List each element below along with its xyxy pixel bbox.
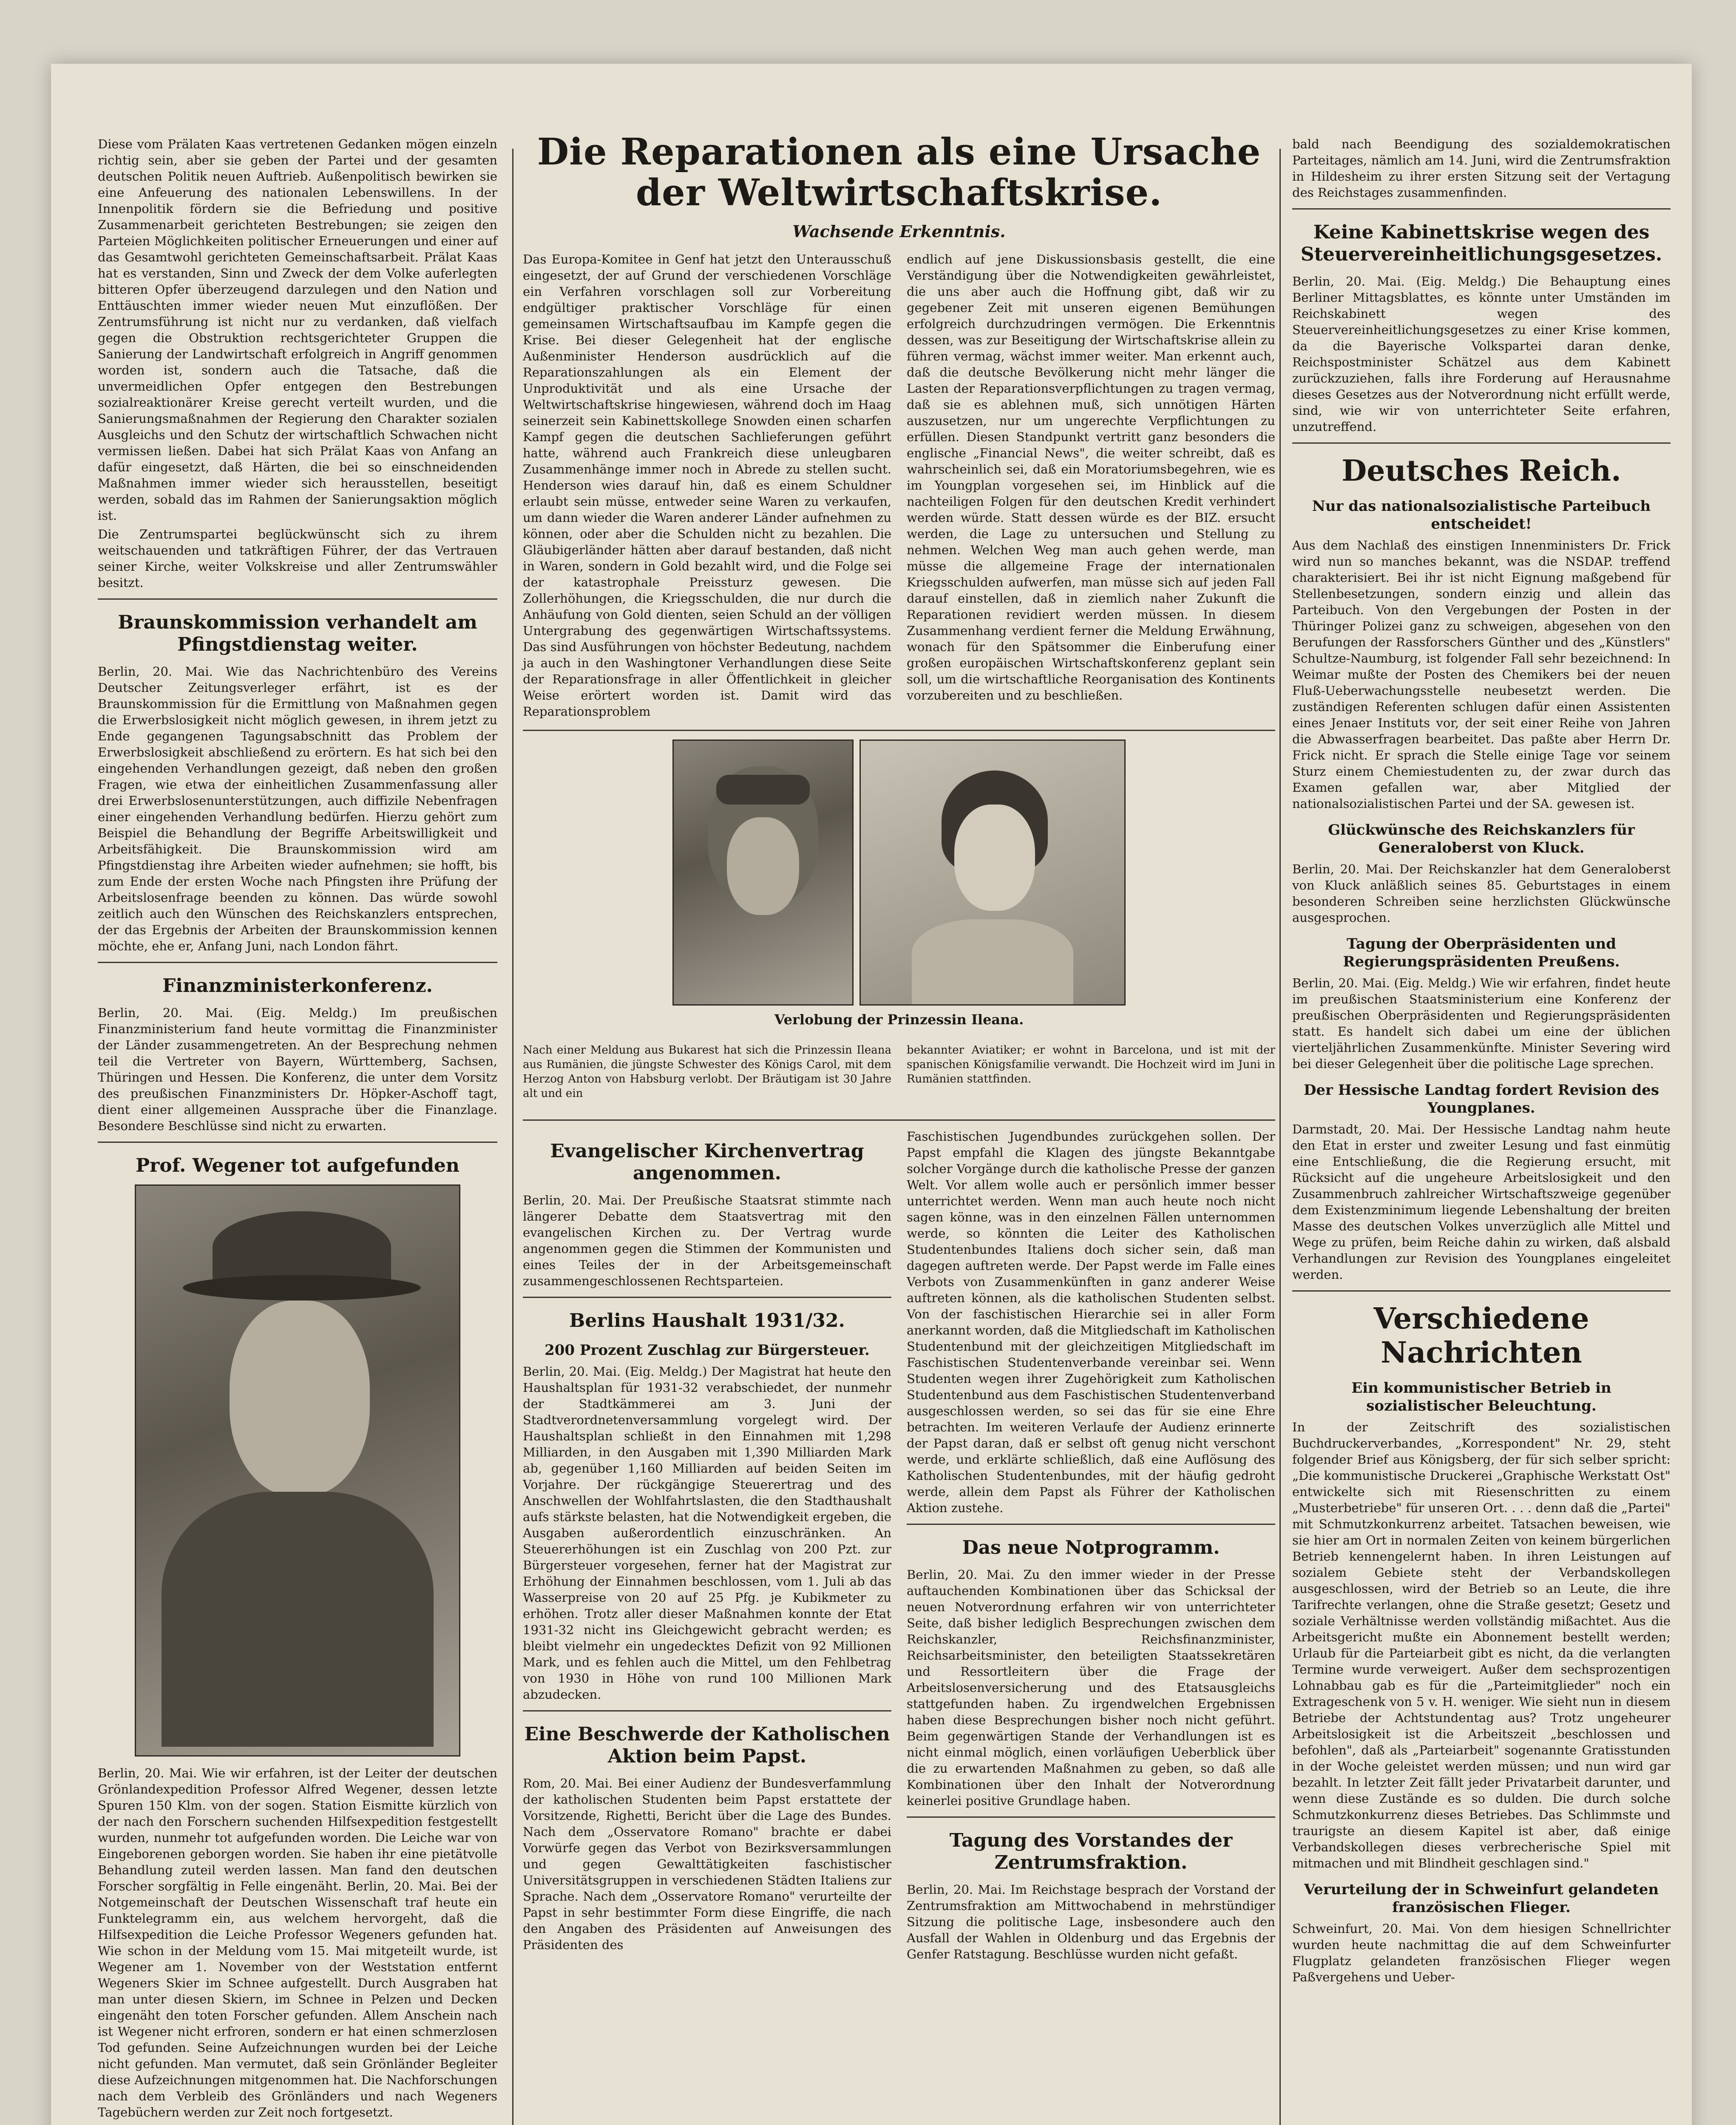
divider: [98, 962, 497, 963]
article-text: Berlin, 20. Mai. Im Reichstage besprach der Vorstand der Zentrumsfraktion am Mittwochabend in mehrstündiger Sitzung die politische Lage, insbesondere auch den Ausfall der Wahlen in Oldenburg und das Ergebnis der Genfer Ratstagung. Beschlüsse wurden nicht gefaßt.: [907, 1882, 1275, 1961]
face-shape: [954, 805, 1035, 911]
divider: [907, 1524, 1275, 1525]
subheadline: Wachsende Erkenntnis.: [792, 222, 1006, 241]
headline: Evangelischer Kirchenvertrag angenommen.: [550, 1140, 864, 1184]
article-text: Berlin, 20. Mai. Wie wir erfahren, ist der Leiter der deutschen Grönlandexpedition Professor Alfred Wegener, dessen letzte Spuren 150 Klm. von der sogen. Station Eismitte kürzlich von der nach den Forschern suchenden Hilfsexpedition festgestellt wurden, nunmehr tot aufgefunden worden. Die Leiche war von Eingeborenen geborgen worden. Sie haben ihr eine pietätvolle Behandlung zuteil werden lassen. Man fand den deutschen Forscher sorgfältig in Felle eingenäht. Berlin, 20. Mai. Bei der Notgemeinschaft der Deutschen Wissenschaft traf heute ein Funktelegramm ein, aus welchem hervorgeht, daß die Hilfsexpedition die Leiche Professor Wegeners gefunden hat. Wie schon in der Meldung vom 15. Mai mitgeteilt wurde, ist Wegener am 1. November von der Weststation entfernt Wegeners Skier im Schnee aufgestellt. Durch Ausgraben hat man unter diesen Skiern, im Schnee in Pelzen und Decken eingenäht den toten Forscher gefunden. Allem Anschein nach ist Wegener nicht erfroren, sondern er hat einen schmerzlosen Tod gefunden. Seine Aufzeichnungen wurden bei der Leiche nicht gefunden. Man vermutet, daß sein Grönländer Begleiter diese Aufzeichnungen mitgenommen hat. Die Nachforschungen nach dem Verbleib des Grönländers und nach Wegeners Tagebüchern werden zur Zeit noch fortgesetzt.: [98, 1766, 497, 2119]
headline: Der Hessische Landtag fordert Revision des Youngplanes.: [1303, 1082, 1659, 1116]
article-text: Das Europa-Komitee in Genf hat jetzt den Unterausschuß eingesetzt, der auf Grund der verschiedenen Vorschläge ein Verfahren vorschlagen soll zur Vorbereitung endgültiger praktischer Vorschläge für einen gemeinsamen Wirtschaftsaufbau im Kampfe gegen die Krise. Bei dieser Gelegenheit hat der englische Außenminister Henderson ausdrücklich auf die Reparationszahlungen als ein Element der Unproduktivität und als eine Ursache der Weltwirtschaftskrise hingewiesen, während doch im Haag seinerzeit sein Kabinettskollege Snowden einen scharfen Kampf gegen die deutschen Sachlieferungen geführt hatte, während auch Frankreich diese unleugbaren Zusammenhänge immer noch in Abrede zu stellen sucht. Henderson wies darauf hin, daß es einem Schuldner erlaubt sein müsse, entweder seine Waren zu verkaufen, um dann wieder die Waren anderer Länder aufnehmen zu können, oder aber die Schulden nicht zu bezahlen. Die Gläubigerländer hätten aber darauf bestanden, daß nicht in Waren, sondern in Gold bezahlt wird, und die Folge sei der katastrophale Preissturz gewesen. Die Zollerhöhungen, die Kriegsschulden, die nur durch die Anhäufung von Gold dienten, seien Schuld an der völligen Untergrabung des gegenwärtigen Wirtschaftssystems. Das sind Ausführungen von höchster Bedeutung, nachdem ja auch in den Washingtoner Verhandlungen diese Seite der Reparationsfrage in aller Öffentlichkeit in gleicher Weise erörtert worden ist. Damit wird das Reparationsproblem: [523, 252, 891, 719]
subheadline: 200 Prozent Zuschlag zur Bürgersteuer.: [545, 1342, 870, 1359]
caption-text: Nach einer Meldung aus Bukarest hat sich die Prinzessin Ileana aus Rumänien, die jüngste Schwester des Königs Carol, mit dem Herzog Anton von Habsburg verlobt. Der Bräutigam ist 30 Jahre alt und ein: [523, 1044, 891, 1100]
face-shape: [727, 817, 799, 915]
column-rule: [1279, 149, 1281, 2125]
article-text: Aus dem Nachlaß des einstigen Innenministers Dr. Frick wird nun so manches bekannt, was die NSDAP. treffend charakterisiert. Bei ihr ist nicht Eignung maßgebend für Stellenbesetzungen, sondern einzig und allein das Parteibuch. Von den Vergebungen der Posten in der Thüringer Polizei ganz zu schweigen, abgesehen von den Berufungen der Rassforschers Günther und des „Künstlers" Schultze-Naumburg, ist folgender Fall sehr bezeichnend: In Weimar mußte der Posten des Chemikers bei der neuen Fluß-Ueberwachungsstelle neubesetzt werden. Die zuständigen Referenten schlugen dafür einen Assistenten eines Jenaer Instituts vor, der seit einer Reihe von Jahren die Abwasserfragen bearbeitet. Das paßte aber Herrn Dr. Frick nicht. Er sprach die Stelle einige Tage vor seinem Sturz einem Chemiestudenten zu, der zwar durch das Examen gefallen war, aber Mitglied der nationalsozialistischen Partei und der SA. gewesen ist.: [1292, 538, 1671, 811]
article-text: Diese vom Prälaten Kaas vertretenen Gedanken mögen einzeln richtig sein, aber sie geben der Partei und der gesamten deutschen Politik neuen Auftrieb. Außenpolitisch bewirken sie eine Anfeuerung des nationalen Lebenswillens. In der Innenpolitik fördern sie die Befriedung und positive Zusammenarbeit gerichteten Bestrebungen; sie zeigen den Parteien Möglichkeiten politischer Erneuerungen und einer auf das Gesamtwohl gerichteten Gemeinschaftsarbeit. Prälat Kaas hat es verstanden, Sinn und Zweck der dem Volke auferlegten bitteren Opfer überzeugend darzulegen und den Nation und Enttäuschten immer wieder neuen Mut einzuflößen. Der Zentrumsführung ist nicht nur zu verdanken, daß vielfach gegen die Obstruktion rechtsgerichteter Gruppen die Sanierung der Landwirtschaft erfolgreich in Angriff genommen worden ist, sondern auch die Tatsache, daß die unvermeidlichen Opfer entgegen den Bestrebungen sozialreaktionärer Kreise gerecht verteilt wurden, und die Sanierungsmaßnahmen der Regierung den Charakter sozialen Ausgleichs und den Schutz der wirtschaftlich Schwachen nicht vermissen ließen. Dabei hat sich Prälat Kaas von Anfang an dafür eingesetzt, daß Härten, die bei so einschneidenden Maßnahmen immer wieder sich herausstellen, beseitigt werden, sobald das im Rahmen der Sanierungsaktion möglich ist.: [98, 137, 497, 523]
hat-brim-shape: [183, 1275, 421, 1300]
article-text: Berlin, 20. Mai. Wie das Nachrichtenbüro des Vereins Deutscher Zeitungsverleger erfährt, ist es der Braunskommission für die Ermittlung von Maßnahmen gegen die Erwerbslosigkeit nicht möglich gewesen, in ihrem jetzt zu Ende gegangenen Tagungsabschnitt das Problem der Erwerbslosigkeit abschließend zu erörtern. Es hat sich bei den eingehenden Verhandlungen gezeigt, daß neben den großen Fragen, wie etwa der einheitlichen Zusammenfassung aller drei Erwerbslosenunterstützungen, auch diffizile Nebenfragen einer eingehenden Verhandlung bedürfen. Hierzu gehört zum Beispiel die Behandlung der Begriffe Arbeitswilligkeit und Arbeitsfähigkeit. Die Braunskommission wird am Pfingstdienstag ihre Arbeiten wieder aufnehmen; sie hofft, bis zum Ende der ersten Woche nach Pfingsten ihre Prüfung der Arbeitslosenfrage beenden zu können. Das würde sowohl zeitlich auch den Wünschen des Reichskanzlers entsprechen, der das Ergebnis der Arbeiten der Braunskommission kennen möchte, ehe er, Anfang Juni, nach London fährt.: [98, 664, 497, 953]
section-heading: Verschiedene Nachrichten: [1373, 1302, 1589, 1370]
article-text: endlich auf jene Diskussionsbasis gestellt, die eine Verständigung über die Notwendigkeiten gewährleistet, die uns aber auch die Hoffnung gibt, daß wir zu gegebener Zeit mit unseren eigenen Bemühungen erfolgreich durchzudringen vermögen. Die Erkenntnis dessen, was zur Beseitigung der Wirtschaftskrise allein zu führen vermag, wächst immer weiter. Man erkennt auch, daß die deutsche Bevölkerung nicht mehr länger die Lasten der Reparationsverpflichtungen zu tragen vermag, daß sie es ablehnen muß, sich unnötigen Härten auszusetzen, nur um ungerechte Verpflichtungen zu erfüllen. Diesen Standpunkt vertritt ganz besonders die englische „Financial News", die weiter schreibt, daß es wahrscheinlich sei, daß ein Moratoriumsbegehren, wie es im Youngplan vorgesehen sei, im Hinblick auf die nachteiligen Folgen für den deutschen Kredit verhindert werden würde. Statt dessen würde es der BIZ. ersucht werden, die Lage zu untersuchen und Stellung zu nehmen. Welchen Weg man auch gehen werde, man müsse die allgemeine Frage der internationalen Kriegsschulden aufwerfen, man müsse sich auf jeden Fall darauf einstellen, daß in ziemlich naher Zukunft die Reparationen revidiert werden müssen. In diesem Zusammenhang verdient ferner die Meldung Erwähnung, wonach für den Spätsommer die Einberufung einer großen europäischen Wirtschaftskonferenz geplant sein soll, um die wirtschaftliche Reorganisation des Kontinents vorzubereiten und zu beschließen.: [907, 252, 1275, 703]
headline: Glückwünsche des Reichskanzlers für Generaloberst von Kluck.: [1328, 822, 1635, 856]
divider: [1292, 1290, 1671, 1292]
photo-pair: [523, 740, 1275, 1006]
headline: Prof. Wegener tot aufgefunden: [136, 1155, 460, 1176]
shoulders-shape: [912, 919, 1073, 1004]
column-right: [1292, 136, 1671, 1988]
divider: [523, 1710, 891, 1711]
newspaper-page: [51, 64, 1692, 2125]
article-text: Berlin, 20. Mai. Zu den immer wieder in der Presse auftauchenden Kombinationen über das Schicksal der neuen Notverordnung erfahren wir von unterrichteter Seite, daß bisher lediglich Besprechungen zwischen dem Reichskanzler, Reichsfinanzminister, Reichsarbeitsminister, den beteiligten Staatssekretären und Ressortleitern über die Frage der Arbeitslosenversicherung und des Etatsausgleichs stattgefunden haben. Zu irgendwelchen Ergebnissen haben diese Besprechungen bisher noch nicht geführt. Beim gegenwärtigen Stande der Verhandlungen ist es nicht einmal möglich, einen vorläufigen Ueberblick über die zu erwartenden Maßnahmen zu geben, so daß alle Kombinationen über den Inhalt der Notverordnung keinerlei positive Grundlage haben.: [907, 1567, 1275, 1808]
divider: [523, 1119, 1275, 1121]
coat-shape: [162, 1492, 434, 1747]
article-text: Berlin, 20. Mai. Der Reichskanzler hat dem Generaloberst von Kluck anläßlich seines 85. Geburtstages in einem besonderen Schreiben seine herzlichsten Glückwünsche ausgesprochen.: [1292, 862, 1671, 925]
article-text: Berlin, 20. Mai. (Eig. Meldg.) Wie wir erfahren, findet heute im preußischen Staatsministerium eine Konferenz der preußischen Oberpräsidenten und Regierungspräsidenten statt. Es handelt sich dabei um eine der üblichen vierteljährlichen Zusammenkünfte. Minister Severing wird bei dieser Gelegenheit über die politische Lage sprechen.: [1292, 976, 1671, 1071]
headline: Eine Beschwerde der Katholischen Aktion beim Papst.: [524, 1723, 890, 1767]
article-text: Berlin, 20. Mai. (Eig. Meldg.) Die Behauptung eines Berliner Mittagsblattes, es könnte unter Umständen im Reichskabinett wegen des Steuervereinheitlichungsgesetzes zu einer Krise kommen, da die Bayerische Volkspartei daran denke, Reichspostminister Schätzel aus dem Kabinett zurückzuziehen, falls ihre Forderung auf Herausnahme dieses Gesetzes aus der Notverordnung nicht erfüllt werde, sind, wie wir von unterrichteter Seite erfahren, unzutreffend.: [1292, 274, 1671, 434]
headline: Nur das nationalsozialistische Parteibuch entscheidet!: [1312, 498, 1651, 533]
photo-princess: [859, 740, 1126, 1006]
divider: [98, 598, 497, 600]
article-text: Darmstadt, 20. Mai. Der Hessische Landtag nahm heute den Etat in erster und zweiter Lesung und fast einmütig eine Entschließung, die die Regierung ersucht, mit Rücksicht auf die ungeheure Arbeitslosigkeit und den Zusammenbruch zahlreicher Wirtschaftszweige gegenüber dem Existenzminimum liegende Lebenshaltung der breiten Masse des deutschen Volkes unverzüglich alle Mittel und Wege zu prüfen, beim Reiche dahin zu wirken, daß alsbald Verhandlungen zur Revision des Youngplanes eingeleitet werden.: [1292, 1122, 1671, 1282]
headline: Finanzministerkonferenz.: [162, 975, 433, 997]
column-middle: [523, 132, 1275, 1965]
caption-text: bekannter Aviatiker; er wohnt in Barcelona, und ist mit der spanischen Königsfamilie verwandt. Die Hochzeit wird im Juni in Rumänien stattfinden.: [907, 1044, 1275, 1085]
headline: Keine Kabinettskrise wegen des Steuervereinheitlichungsgesetzes.: [1300, 221, 1662, 265]
column-rule: [512, 149, 513, 2125]
article-text: bald nach Beendigung des sozialdemokratischen Parteitages, nämlich am 14. Juni, wird die Zentrumsfraktion in Hildesheim zu ihrer ersten Sitzung seit der Vertagung des Reichstages zusammenfinden.: [1292, 137, 1671, 200]
headline: Tagung der Oberpräsidenten und Regierungspräsidenten Preußens.: [1343, 935, 1620, 970]
article-text: Faschistischen Jugendbundes zurückgehen sollen. Der Papst empfahl die Klagen des jüngste Bekanntgabe solcher Vorgänge durch die katholische Presse der ganzen Welt. Vor allem wolle auch er persönlich immer besser unterrichtet werden. Wenn man auch heute noch nicht sagen könne, was in den einzelnen Fällen unternommen werde, so könnten die Leiter des Katholischen Studentenbundes Italiens doch sicher sein, daß man dagegen auftreten werde. Der Papst werde im Falle eines Verbots von Zusammenkünften in ganz anderer Weise auftreten können, als die katholischen Studenten selbst. Von der faschistischen Hierarchie sei in aller Form anerkannt worden, daß die Mitgliedschaft im Katholischen Studentenbund mit der gleichzeitigen Mitgliedschaft im Faschistischen Studentenverbande vereinbar sei. Wenn Studenten wegen ihrer Zugehörigkeit zum Katholischen Studentenbund aus dem Faschistischen Studentenverband ausgeschlossen werden, so sei das für sie eine Ehre betrachten. Im weiteren Verlaufe der Audienz erinnerte der Papst daran, daß er selbst oft genug nicht verschont werde, und erklärte schließlich, daß eine Auflösung des Katholischen Studentenbundes, mit der häufig gedroht werde, allein dem Papst als Führer der Katholischen Aktion zustehe.: [907, 1129, 1275, 1515]
goggles-shape: [716, 775, 810, 805]
portrait-photo-wegener: [135, 1184, 460, 1757]
divider: [98, 1142, 497, 1143]
article-text: Berlin, 20. Mai. (Eig. Meldg.) Der Magistrat hat heute den Haushaltsplan für 1931-32 verabschiedet, der nunmehr der Stadtkämmerei am 3. Juni der Stadtverordnetenversammlung vorgelegt wird. Der Haushaltsplan schließt in den Einnahmen mit 1,298 Milliarden, in den Ausgaben mit 1,390 Milliarden Mark ab, gegenüber 1,160 Milliarden auf beiden Seiten im Vorjahre. Der rückgängige Steuerertrag und des Anschwellen der Wohlfahrtslasten, die den Stadthaushalt aufs stärkste belasten, hat die Notwendigkeit ergeben, die Ausgaben außerordentlich einzuschränken. An Steuererhöhungen ist ein Zuschlag von 200 Pzt. zur Bürgersteuer vorgesehen, ferner hat der Magistrat zur Erhöhung der Einnahmen beschlossen, vom 1. Juli ab das Wasserpreise von 20 auf 25 Pfg. je Kubikmeter zu erhöhen. Trotz aller dieser Maßnahmen konnte der Etat 1931-32 nicht ins Gleichgewicht gebracht werden; es bleibt vielmehr ein ungedecktes Defizit von 92 Millionen Mark, und es fehlen auch die Mittel, um den Fehlbetrag von 1930 in Höhe von rund 100 Millionen Mark abzudecken.: [523, 1364, 891, 1702]
headline: Verurteilung der in Schweinfurt gelandeten französischen Flieger.: [1304, 1881, 1659, 1916]
headline: Berlins Haushalt 1931/32.: [569, 1310, 845, 1332]
article-text: Rom, 20. Mai. Bei einer Audienz der Bundesverfammlung der katholischen Studenten beim Papst erstattete der Vorsitzende, Righetti, Bericht über die Lage des Bundes. Nach dem „Osservatore Romano" brachte er dabei Vorwürfe gegen das Verbot von Bezirksversammlungen und gegen Gewalttätigkeiten faschistischer Universitätsgruppen in verschiedenen Städten Italiens zur Sprache. Nach dem „Osservatore Romano" verurteilte der Papst in sehr bestimmter Form diese Eingriffe, die nach den Angaben des Präsidenten auf Anweisungen des Präsidenten des: [523, 1776, 891, 1952]
divider: [1292, 208, 1671, 210]
caption-columns: [523, 1032, 1275, 1112]
article-text: Schweinfurt, 20. Mai. Von dem hiesigen Schnellrichter wurden heute nachmittag die auf dem Schweinfurter Flugplatz gelandeten französischen Flieger wegen Paßvergehens und Ueber-: [1292, 1921, 1671, 1984]
divider: [523, 730, 1275, 731]
divider: [523, 1297, 891, 1298]
article-text: Berlin, 20. Mai. (Eig. Meldg.) Im preußischen Finanzministerium fand heute vormittag die Finanzminister der Länder zusammengetreten. An der Besprechung nehmen teil die Vertreter von Bayern, Württemberg, Sachsen, Thüringen und Hessen. Die Konferenz, die unter dem Vorsitz des preußischen Finanzministers Dr. Höpker-Aschoff tagt, dient einer allgemeinen Aussprache über die Finanzlage. Besondere Beschlüsse sind nicht zu erwarten.: [98, 1006, 497, 1133]
page-headline: Die Reparationen als eine Ursache der Weltwirtschaftskrise.: [537, 130, 1261, 214]
divider: [907, 1816, 1275, 1818]
article-text: Berlin, 20. Mai. Der Preußische Staatsrat stimmte nach längerer Debatte dem Staatsvertrag mit den evangelischen Kirchen zu. Der Vertrag wurde angenommen gegen die Stimmen der Kommunisten und eines Teiles der in der Arbeitsgemeinschaft zusammengeschlossenen Rechtsparteien.: [523, 1193, 891, 1288]
headline: Ein kommunistischer Betrieb in sozialistischer Beleuchtung.: [1351, 1380, 1611, 1414]
article-text: In der Zeitschrift des sozialistischen Buchdruckerverbandes, „Korrespondent" Nr. 29, steht folgender Brief aus Königsberg, der für sich selber spricht: „Die kommunistische Druckerei „Graphische Werkstatt Ost" entwickelte sich mit Riesenschritten zu einem „Musterbetriebe" für unseren Ort. . . . denn daß die „Partei" mit Schmutzkonkurrenz arbeitet. Tatsachen beweisen, wie sie hier am Ort in normalen Zeiten von keinem bürgerlichen Betrieb kennengelernt haben. In ihren Leistungen auf sozialem Gebiete steht der Verbandskollegen ausgeschlossen, wird der Betrieb so an Leute, die ihre Tarifrechte verlangen, ohne die Straße gesetzt; Gesetz und soziale Verhältnisse werden vollständig mißachtet. Aus die Arbeitsgericht mußte ein Abonnement bestellt werden; Urlaub für die Parteiarbeit gibt es nicht, da die verlangten Termine wurde verweigert. Außer dem sechsprozentigen Lohnabbau gab es für die „Parteimitglieder" noch ein Extrageschenk von 5 v. H. weniger. Wie sieht nun in diesem Betriebe der Achtstundentag aus? Trotz ungeheurer Arbeitslosigkeit ist die Arbeitszeit „beschlossen und befohlen", daß als „Parteiarbeit" sogenannte Gratisstunden in der Woche geleistet werden müssen; und nun wird gar bezahlt. In letzter Zeit fällt jeder Privatarbeit darunter, und wenn diese Zustände es so dulden. Die durch solche Schmutzkonkurrenz dieses Betriebes. Das Schlimmste und traurigste an diesem Kapitel ist aber, daß einige Verbandskollegen dieses verbrecherische Spiel mit mitmachen und mit Blindheit geschlagen sind.": [1292, 1420, 1671, 1870]
lower-columns: [523, 1128, 1275, 1965]
hat-shape: [213, 1211, 391, 1284]
headline: Das neue Notprogramm.: [962, 1537, 1220, 1558]
headline: Tagung des Vorstandes der Zentrumsfraktion.: [949, 1830, 1233, 1873]
photo-caption: Verlobung der Prinzessin Ileana.: [774, 1012, 1024, 1028]
article-text: Die Zentrumspartei beglückwünscht sich zu ihrem weitschauenden und tatkräftigen Führer, der das Vertrauen seiner Kirche, weiter Volkskreise und aller Zentrumswähler besitzt.: [98, 527, 497, 590]
article-columns: [523, 251, 1275, 722]
column-left: [98, 136, 497, 2123]
headline: Braunskommission verhandelt am Pfingstdienstag weiter.: [118, 612, 477, 655]
section-heading: Deutsches Reich.: [1342, 454, 1621, 488]
photo-aviator: [672, 740, 854, 1006]
face-shape: [230, 1300, 370, 1496]
divider: [1292, 442, 1671, 444]
